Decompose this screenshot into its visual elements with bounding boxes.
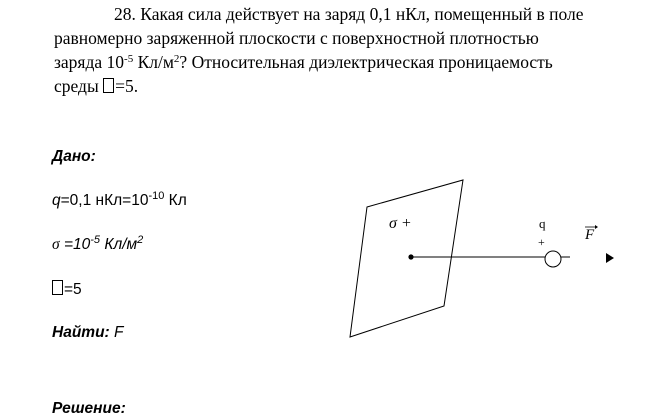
solution-heading: Решение: bbox=[52, 400, 126, 417]
problem-line-4: среды =5. bbox=[54, 76, 139, 96]
problem-line-3: заряда $10^{-5}$ $Кл/м^2$? Относительная диэлектрическая проницаемость bbox=[54, 52, 553, 72]
find-line: Найти: F bbox=[52, 324, 124, 341]
force-label: F bbox=[585, 227, 595, 243]
given-surface-density: $\sigma =10^{-5}$ $Кл/м^2$ bbox=[52, 234, 144, 253]
problem-line-2: равномерно заряженной плоскости с поверхностной плотностью bbox=[54, 28, 539, 48]
charge-label: q bbox=[539, 216, 546, 231]
force-vector-arrow-tip bbox=[595, 225, 598, 229]
force-arrow-head bbox=[606, 253, 614, 263]
charge-sign: + bbox=[538, 235, 545, 249]
plane-label: σ + bbox=[389, 215, 412, 232]
charged-plane bbox=[350, 180, 463, 337]
problem-line-1: 28. Какая сила действует на заряд 0,1 нКл, помещенный в поле bbox=[114, 4, 584, 24]
given-charge: q=0,1 $нКл=10^{-10}$ Кл bbox=[52, 190, 187, 209]
given-heading: Дано: bbox=[52, 148, 96, 165]
given-permittivity: =5 bbox=[52, 280, 82, 299]
test-charge bbox=[545, 251, 561, 267]
